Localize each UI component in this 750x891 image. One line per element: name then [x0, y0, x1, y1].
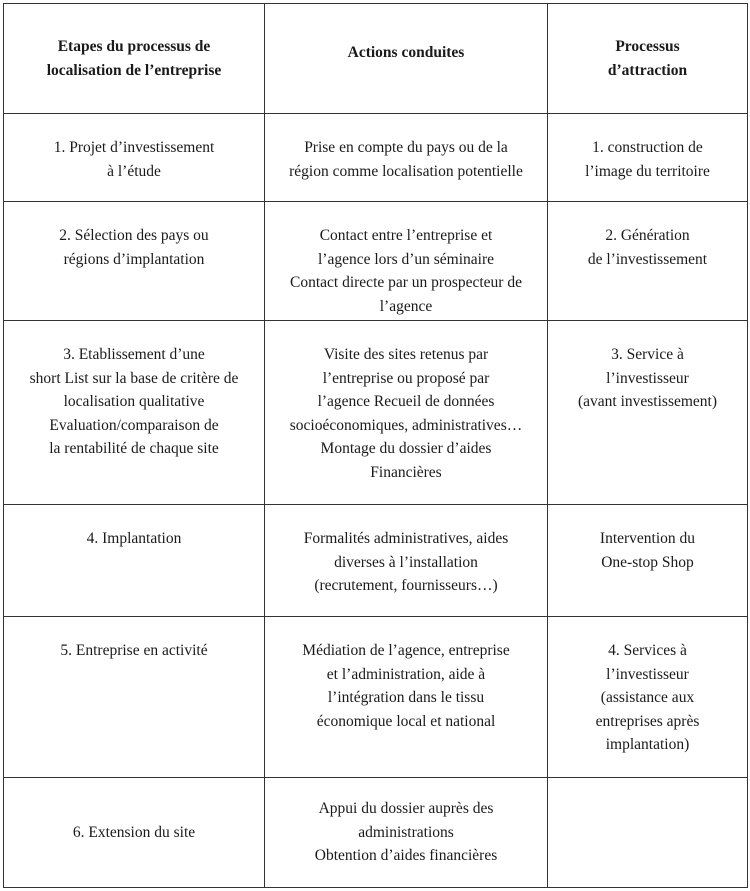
actions-cell: Appui du dossier auprès des administrations Obtention d’aides financières	[265, 778, 548, 888]
step-cell: 6. Extension du site	[4, 778, 265, 888]
header-actions: Actions conduites	[265, 4, 548, 114]
process-cell: 3. Service à l’investisseur (avant investissement)	[548, 321, 748, 505]
localisation-process-table	[3, 3, 748, 888]
table-row	[4, 505, 748, 617]
process-cell	[548, 778, 748, 888]
actions-cell: Contact entre l’entreprise et l’agence lors d’un séminaire Contact directe par un prospecteur de l’agence	[265, 202, 548, 321]
process-cell: 4. Services à l’investisseur (assistance aux entreprises après implantation)	[548, 617, 748, 778]
actions-cell: Formalités administratives, aides diverses à l’installation (recrutement, fournisseurs…)	[265, 505, 548, 617]
step-cell: 5. Entreprise en activité	[4, 617, 265, 778]
actions-cell: Médiation de l’agence, entreprise et l’administration, aide à l’intégration dans le tissu économique local et national	[265, 617, 548, 778]
process-cell: 1. construction de l’image du territoire	[548, 114, 748, 202]
actions-cell: Visite des sites retenus par l’entreprise ou proposé par l’agence Recueil de données socioéconomiques, administratives… Montage du dossier d’aides Financières	[265, 321, 548, 505]
actions-cell: Prise en compte du pays ou de la région comme localisation potentielle	[265, 114, 548, 202]
process-cell: 2. Génération de l’investissement	[548, 202, 748, 321]
table-row	[4, 778, 748, 888]
step-cell: 3. Etablissement d’une short List sur la base de critère de localisation qualitative Evaluation/comparaison de la rentabilité de chaque site	[4, 321, 265, 505]
table-row	[4, 321, 748, 505]
table-row	[4, 114, 748, 202]
header-row	[4, 4, 748, 114]
table-row	[4, 617, 748, 778]
step-cell: 4. Implantation	[4, 505, 265, 617]
process-cell: Intervention du One-stop Shop	[548, 505, 748, 617]
step-cell: 2. Sélection des pays ou régions d’implantation	[4, 202, 265, 321]
header-steps: Etapes du processus de localisation de l’entreprise	[4, 4, 265, 114]
step-cell: 1. Projet d’investissement à l’étude	[4, 114, 265, 202]
table-row	[4, 202, 748, 321]
header-attraction-process: Processus d’attraction	[548, 4, 748, 114]
